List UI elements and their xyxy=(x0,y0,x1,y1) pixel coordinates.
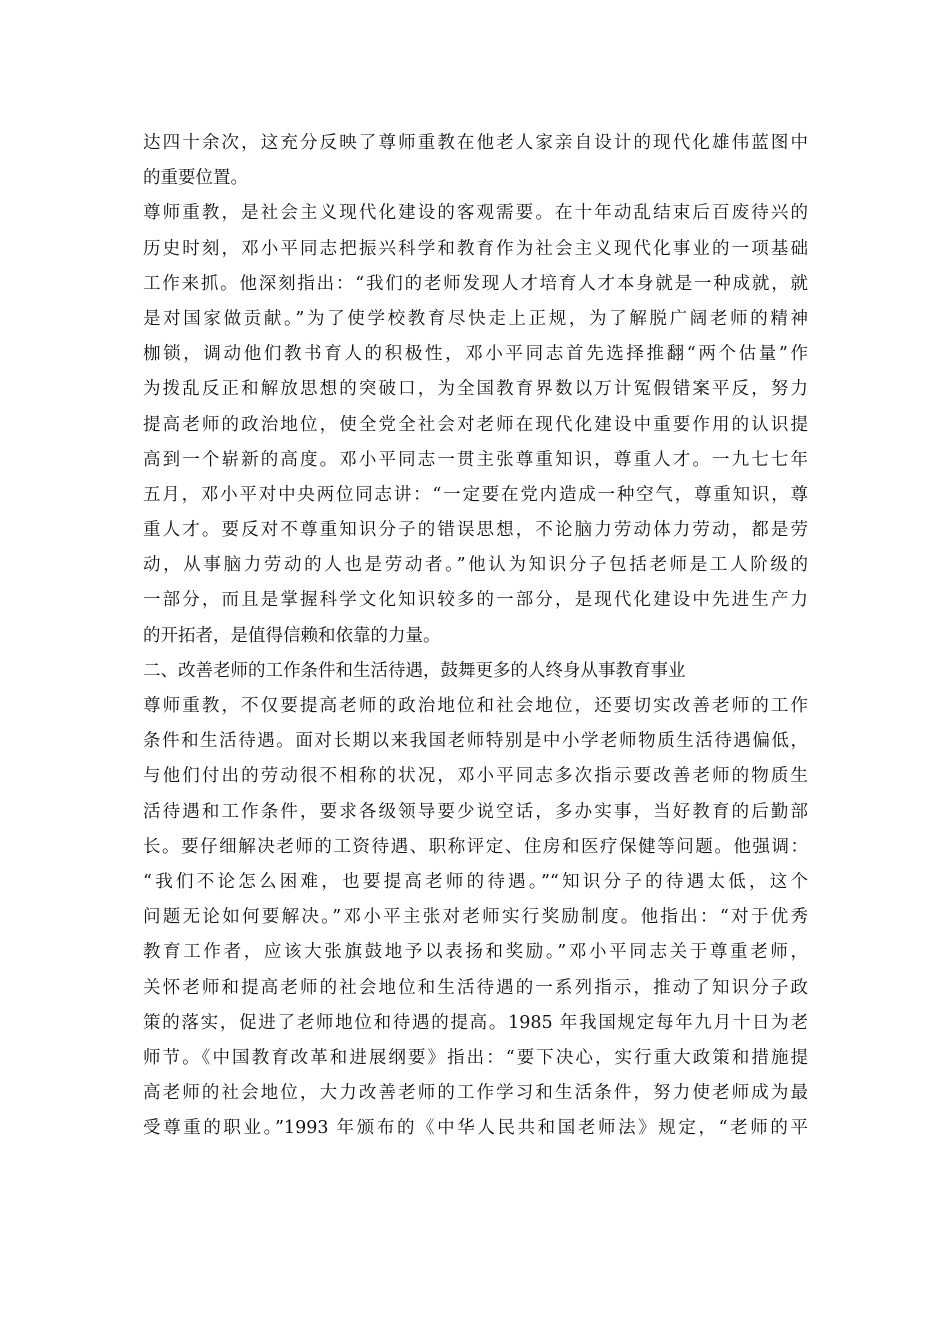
text-line: 历史时刻，邓小平同志把振兴科学和教育作为社会主义现代化事业的一项基础 xyxy=(143,238,808,259)
text-line: 二、改善老师的工作条件和生活待遇，鼓舞更多的人终身从事教育事业 xyxy=(143,660,686,681)
text-line: 的开拓者，是值得信赖和依靠的力量。 xyxy=(143,625,441,646)
text-line: 的重要位置。 xyxy=(143,168,248,189)
text-line: 教育工作者，应该大张旗鼓地予以表扬和奖励。”邓小平同志关于尊重老师， xyxy=(143,942,808,963)
text-line: “我们不论怎么困难，也要提高老师的待遇。”“知识分子的待遇太低，这个 xyxy=(143,871,808,892)
text-line: 一部分，而且是掌握科学文化知识较多的一部分，是现代化建设中先进生产力 xyxy=(143,590,808,611)
text-line: 受尊重的职业。”1993 年颁布的《中华人民共和国老师法》规定，“老师的平 xyxy=(143,1118,808,1139)
text-line: 重人才。要反对不尊重知识分子的错误思想，不论脑力劳动体力劳动，都是劳 xyxy=(143,520,808,541)
text-line: 五月，邓小平对中央两位同志讲：“一定要在党内造成一种空气，尊重知识，尊 xyxy=(143,484,808,505)
text-line: 提高老师的政治地位，使全党全社会对老师在现代化建设中重要作用的认识提 xyxy=(143,414,808,435)
text-line: 尊师重教，是社会主义现代化建设的客观需要。在十年动乱结束后百废待兴的 xyxy=(143,203,808,224)
text-line: 尊师重教，不仅要提高老师的政治地位和社会地位，还要切实改善老师的工作 xyxy=(143,696,808,716)
text-line: 是对国家做贡献。”为了使学校教育尽快走上正规，为了解脱广阔老师的精神 xyxy=(143,308,808,329)
text-line: 工作来抓。他深刻指出：“我们的老师发现人才培育人才本身就是一种成就，就 xyxy=(143,273,808,294)
text-line: 关怀老师和提高老师的社会地位和生活待遇的一系列指示，推动了知识分子政 xyxy=(143,977,808,998)
text-line: 高老师的社会地位，大力改善老师的工作学习和生活条件，努力使老师成为最 xyxy=(143,1083,808,1104)
text-line: 师节。《中国教育改革和进展纲要》指出：“要下决心，实行重大政策和措施提 xyxy=(143,1047,808,1068)
body-text xyxy=(143,126,808,1146)
text-line: 枷锁，调动他们教书育人的积极性，邓小平同志首先选择推翻“两个估量”作 xyxy=(143,344,808,365)
text-line: 与他们付出的劳动很不相称的状况，邓小平同志多次指示要改善老师的物质生 xyxy=(143,766,808,787)
text-line: 条件和生活待遇。面对长期以来我国老师特别是中小学老师物质生活待遇偏低， xyxy=(143,731,808,752)
text-line: 活待遇和工作条件，要求各级领导要少说空话，多办实事，当好教育的后勤部 xyxy=(143,801,808,822)
text-line: 策的落实，促进了老师地位和待遇的提高。1985 年我国规定每年九月十日为老 xyxy=(143,1012,808,1033)
text-line: 为拨乱反正和解放思想的突破口，为全国教育界数以万计冤假错案平反，努力 xyxy=(143,379,808,400)
text-line: 问题无论如何要解决。”邓小平主张对老师实行奖励制度。他指出：“对于优秀 xyxy=(143,907,808,928)
text-line: 长。要仔细解决老师的工资待遇、职称评定、住房和医疗保健等问题。他强调： xyxy=(143,836,808,857)
text-line: 高到一个崭新的高度。邓小平同志一贯主张尊重知识，尊重人才。一九七七年 xyxy=(143,449,808,470)
text-line: 动，从事脑力劳动的人也是劳动者。”他认为知识分子包括老师是工人阶级的 xyxy=(143,555,808,576)
text-line: 达四十余次，这充分反映了尊师重教在他老人家亲自设计的现代化雄伟蓝图中 xyxy=(143,133,808,153)
